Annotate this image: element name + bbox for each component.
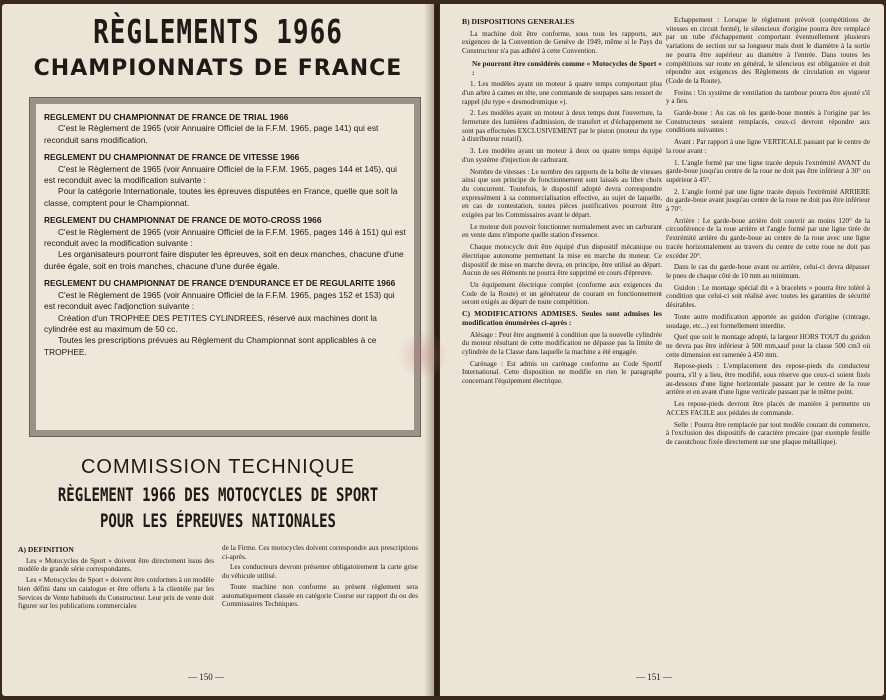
championship-section-heading: REGLEMENT DU CHAMPIONNAT DE FRANCE DE VITESSE 1966 <box>44 152 300 163</box>
definition-cont-1: de la Firme. Ces motocycles doivent correspondre aux prescriptions ci-après. <box>222 544 418 561</box>
paragraph: Echappement : Lorsque le règlement prévoit (compétitions de vitesses en circuit fermé), le silencieux d'origine pourra être remplacé par un tube d'échappement comportant éventuellement plusieurs variations de section sur sa longueur mais dont le diamètre à la sortie ne pourra être supérieur au diamètre à l'entrée. Dans toutes les compétitions sur route en général, le silencieux est obligatoire et doit répondre aux exigences des Règlements de circulation en vigueur (Code de la Route). <box>666 16 870 85</box>
paragraph: Alésage : Peut être augmenté à condition que la nouvelle cylindrée du moteur résultant de cette modification ne dépasse pas la limite de cylindrée de la Classe dans laquelle la machine a été engagée. <box>462 330 662 356</box>
paragraph: Dans le cas du garde-boue avant ou arrière, celui-ci devra dépasser le pneu de chaque côté de 10 mm au minimum. <box>666 263 870 280</box>
paragraph: 2. L'angle formé par une ligne tracée depuis l'extrémité ARRIERE du garde-boue avant jusqu'au centre de la roue ne doit pas être inférieur à 70°. <box>666 187 870 214</box>
left-column-2 <box>222 544 418 611</box>
paragraph: Repose-pieds : L'emplacement des repose-pieds du conducteur pourra, s'il y a lieu, être modifié, sous réserve que ceux-ci soient fixés au-dessous d'une ligne horizontale passant par le centre de la roue arrière et en avant d'une ligne verticale passant par le même point. <box>666 362 870 397</box>
definition-cont-3: Toute machine non conforme au présent règlement sera automatiquement classée en catégorie Course sur rapport du ou des Commissaires Techniques. <box>222 582 418 609</box>
championship-box-content <box>44 112 406 422</box>
paragraph: Un équipement électrique complet (conforme aux exigences du Code de la Route) et un générateur de courant en fonctionnement seront exigés au départ de toute compétition. <box>462 280 662 307</box>
championship-section-heading: REGLEMENT DU CHAMPIONNAT DE FRANCE DE TRIAL 1966 <box>44 112 289 122</box>
championship-section <box>44 112 406 146</box>
paragraph: Freins : Un système de ventilation du tambour pourra être ajouté s'il y a lieu. <box>666 88 870 106</box>
championship-section-text: C'est le Règlement de 1965 (voir Annuaire Officiel de la F.F.M. 1965, pages 144 et 145), qui est reconduit avec la modification suivante : <box>44 163 397 186</box>
page-number-left: — 150 — <box>188 672 224 682</box>
championship-section-text: C'est le Règlement de 1965 (voir Annuaire Officiel de la F.F.M. 1965, pages 152 et 153) qui est reconduit avec l'adjonction suivante : <box>44 289 395 312</box>
paragraph: Avant : Par rapport à une ligne VERTICALE passant par le centre de la roue avant : <box>666 138 870 155</box>
definition-cont-2: Les conducteurs devront présenter obligatoirement la carte grise du véhicule utilisé. <box>222 563 418 581</box>
regulation-title-line-1: RÈGLEMENT 1966 DES MOTOCYCLES DE SPORT <box>57 485 379 507</box>
page-subtitle: CHAMPIONNATS DE FRANCE <box>33 56 403 81</box>
paper-stain <box>398 330 448 380</box>
paragraph: Le moteur doit pouvoir fonctionner normalement avec un carburant en vente dans n'importe quelle station d'essence. <box>462 222 662 240</box>
championship-box <box>30 98 420 436</box>
paragraph: Guidon : Le montage spécial dit « à bracelets » pourra être toléré à condition que celui-ci soit réalisé avec toutes les garanties de sécurité désirables. <box>666 283 870 310</box>
right-page <box>440 4 884 696</box>
paragraph: Garde-boue : Au cas où les garde-boue montés à l'origine par les Constructeurs seraient remplacés, ceux-ci devront répondre aux conditions suivantes : <box>666 109 870 135</box>
championship-section-heading: REGLEMENT DU CHAMPIONNAT DE FRANCE D'ENDURANCE ET DE REGULARITE 1966 <box>44 278 396 289</box>
paragraph: Toute autre modification apportée au guidon d'origine (cintrage, soudage, etc...) est formellement interdite. <box>666 312 870 330</box>
championship-section-text: C'est le Règlement de 1965 (voir Annuaire Officiel de la F.F.M. 1965, page 141) qui est reconduit sans modification. <box>44 123 379 145</box>
commission-heading: COMMISSION TECHNIQUE <box>80 456 356 478</box>
paragraph: 1. Les modèles ayant un moteur à quatre temps comportant plus d'un arbre à cames en tête, une commande de soupapes sans ressort de rappel (du type « desmodromique »). <box>462 80 662 106</box>
championship-section-heading: REGLEMENT DU CHAMPIONNAT DE FRANCE DE MOTO-CROSS 1966 <box>44 215 322 226</box>
paragraph: Selle : Pourra être remplacée par tout modèle courant du commerce, à l'exclusion des dispositifs de caractère precaire (par exemple feuille de caoutchouc fixée directement sur une plaque métallique). <box>666 420 870 446</box>
right-column-2 <box>666 16 870 450</box>
paragraph: 2. Les modèles ayant un moteur à deux temps dont l'ouverture, la fermeture des lumières d'admission, de transfert et d'échappement ne sont pas effectuées EXCLUSIVEMENT par le piston (moteur du type à distributeur rotatif). <box>462 109 662 144</box>
paragraph: Les repose-pieds devront être placés de manière à permettre un ACCES FACILE aux pédales de commande. <box>666 400 870 417</box>
left-page <box>2 4 434 696</box>
paragraph: Quel que soit le montage adopté, la largeur HORS TOUT du guidon ne devra pas être inférieur à 500 mm,sauf pour la classe 500 cm3 où cette dimension est ramenée à 450 mm. <box>666 333 870 359</box>
championship-section-text: Pour la catégorie Internationale, toutes les épreuves disputées en France, quelle que soit la classe, comptent pour le Championnat. <box>44 186 398 208</box>
right-column-1 <box>462 16 662 389</box>
paragraph: Chaque motocycle doit être équipé d'un dispositif mécanique ou électrique autonome permettant la mise en marche du moteur. Ce dispositif de mise en marche devra, en principe, être utilisé au départ. Aucun de ses éléments ne pourra être supprimé en cours d'épreuve. <box>462 243 662 278</box>
page-number-right: — 151 — <box>636 672 672 682</box>
championship-section-text: Création d'un TROPHEE DES PETITES CYLINDREES, réservé aux machines dont la cylindrée est au maximum de 50 cc. <box>44 312 377 334</box>
paragraph: Carénage : Est admis un carénage conforme au Code Sportif International. Cette disposition ne modifie en rien le paragraphe concernant l'équipement électrique. <box>462 359 662 386</box>
subsection-heading: Ne pourront être considérés comme « Motocycles de Sport » : <box>472 58 662 77</box>
regulation-title-line-2: POUR LES ÉPREUVES NATIONALES <box>99 511 336 533</box>
paragraph: La machine doit être conforme, sous tous les rapports, aux exigences de la Convention de Genève de 1949, même si le Pays du Constructeur n'a pas adhéré à cette Convention. <box>462 29 662 56</box>
championship-section-text: C'est le Règlement de 1965 (voir Annuaire Officiel de la F.F.M. 1965, pages 146 à 151) qui est reconduit avec la modification suivante : <box>44 226 406 249</box>
definition-heading: A) DEFINITION <box>18 545 74 554</box>
championship-section <box>44 278 406 358</box>
page-title: RÈGLEMENTS 1966 <box>93 14 343 52</box>
paragraph: Nombre de vitesses : Le nombre des rapports de la boîte de vitesses ainsi que son principe de fonctionnement sont laissés au libre choix du concurrent. Toutefois, le dispositif adopté devra correspondre expressément à sa commercialisation effective, au sujet de laquelle, en cas de contestation, toutes pièces justificatives pourront être exigées par les Commissaires avant le départ. <box>462 167 662 220</box>
definition-para-2: Les « Motocycles de Sport » doivent être conformes à un modèle bien défini dans un catalogue et être offerts à la clientèle par les Services de Vente habituels du Constructeur. Leur prix de vente doit figurer sur les publications commerciales <box>18 576 214 611</box>
paragraph: 3. Les modèles ayant un moteur à deux ou quatre temps équipé d'un système d'injection de carburant. <box>462 147 662 164</box>
championship-section <box>44 152 406 209</box>
section-heading: B) DISPOSITIONS GENERALES <box>462 17 575 26</box>
left-column-1 <box>18 544 214 613</box>
definition-para-1: Les « Motocycles de Sport » doivent être directement issus des modèle de grande série correspondants. <box>18 556 214 574</box>
paragraph: Arrière : Le garde-boue arrière doit couvrir au moins 120° de la circonférence de la roue arrière et l'angle formé par une ligne tirée de l'extrémité arrière du garde-boue au centre de la roue avec une ligne tracée horizontalement au travers du centre de cette roue ne doit pas excéder 20°. <box>666 216 870 260</box>
paragraph: 1. L'angle formé par une ligne tracée depuis l'extrémité AVANT du garde-boue jusqu'au centre de la roue ne doit pas être inférieur à 30° ou supérieur à 45°. <box>666 158 870 184</box>
championship-section-text: Les organisateurs pourront faire disputer les épreuves, soit en deux manches, chacune d'une durée égale, soit en trois manches, chacune d'une durée égale. <box>44 249 404 271</box>
championship-section <box>44 215 406 272</box>
section-heading: C) MODIFICATIONS ADMISES. Seules sont admises les modification énumérées ci-après : <box>462 309 662 327</box>
championship-section-text: Toutes les prescriptions prévues au Règlement du Championnat sont applicables à ce TROPHEE. <box>44 335 377 357</box>
